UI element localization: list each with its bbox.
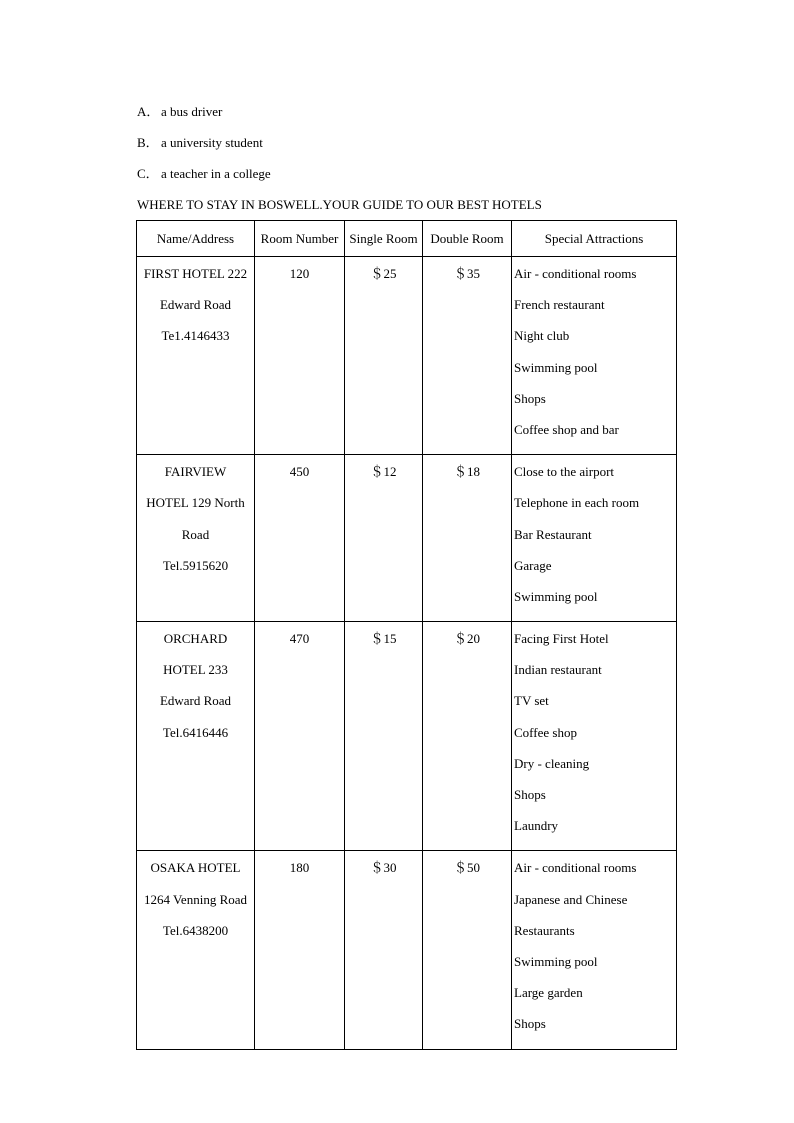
table-title: WHERE TO STAY IN BOSWELL.YOUR GUIDE TO OUR BEST HOTELS [137,197,542,212]
address-line: FIRST HOTEL 222 [143,266,248,281]
single-room-cell [345,622,423,851]
attraction-item: Night club [514,328,570,344]
address-line: FAIRVIEW [164,464,227,480]
attraction-item: Air - conditional rooms [514,860,637,876]
room-number-cell [255,851,345,1049]
option-text: a bus driver [161,104,223,119]
double-room-price: ＄20 [453,631,480,647]
attraction-item: Swimming pool [514,953,598,969]
answer-options [137,101,271,194]
room-number: 470 [289,631,310,647]
attractions-cell [512,257,677,455]
room-number: 120 [289,266,310,281]
header-name-address: Name/Address [137,221,255,257]
table-row [137,851,677,1049]
hotel-table [136,220,677,1050]
attraction-item: Laundry [514,818,559,834]
single-room-price: ＄15 [370,631,397,647]
single-room-cell [345,455,423,622]
attraction-item: Close to the airport [514,464,615,480]
attraction-item: French restaurant [514,297,605,313]
attraction-item: Shops [514,390,546,406]
room-number-cell [255,257,345,455]
double-room-price: ＄35 [453,266,480,281]
double-room-cell [423,622,512,851]
address-line: 1264 Venning Road [143,891,248,907]
address-line: HOTEL 233 [163,662,228,678]
attraction-item: Indian restaurant [514,662,602,678]
attraction-item: Coffee shop [514,724,577,740]
single-room-cell [345,851,423,1049]
attractions-cell [512,455,677,622]
attraction-item: TV set [514,693,549,709]
address-line: Edward Road [159,693,232,709]
address-line: HOTEL 129 North [146,495,245,511]
single-room-price: ＄30 [370,860,397,876]
address-line: Te1.4146433 [161,328,230,344]
table-row [137,622,677,851]
address-line: Tel.5915620 [162,557,229,573]
header-room-number: Room Number [255,221,345,257]
double-room-price: ＄18 [453,464,480,480]
single-room-cell [345,257,423,455]
name-address-cell [137,851,255,1049]
attraction-item: Dry - cleaning [514,755,590,771]
table-row [137,257,677,455]
name-address-cell [137,622,255,851]
header-double-room: Double Room [423,221,512,257]
address-line: Road [181,526,210,542]
header-special-attractions: Special Attractions [512,221,677,257]
attraction-item: Facing First Hotel [514,631,609,647]
attraction-item: Garage [514,557,552,573]
double-room-cell [423,257,512,455]
attraction-item: Swimming pool [514,359,598,375]
option-text: a teacher in a college [161,166,271,181]
room-number: 450 [289,464,310,480]
attractions-cell [512,851,677,1049]
attractions-cell [512,622,677,851]
double-room-price: ＄50 [453,860,480,876]
option-b [137,132,271,163]
double-room-cell [423,851,512,1049]
room-number-cell [255,622,345,851]
option-letter: C． [137,166,159,181]
address-line: ORCHARD [163,631,228,647]
table-row [137,455,677,622]
option-text: a university student [161,135,263,150]
attraction-item: Air - conditional rooms [514,266,637,281]
attraction-item: Restaurants [514,922,575,938]
double-room-cell [423,455,512,622]
option-letter: B． [137,135,159,150]
name-address-cell [137,455,255,622]
attraction-item: Shops [514,787,546,802]
address-line: OSAKA HOTEL [150,860,241,876]
name-address-cell [137,257,255,455]
address-line: Tel.6416446 [162,724,229,740]
address-line: Tel.6438200 [162,922,229,938]
attraction-item: Bar Restaurant [514,526,592,542]
header-row [137,221,677,257]
single-room-price: ＄12 [370,464,397,480]
attraction-item: Shops [514,1016,546,1032]
room-number: 180 [289,860,310,876]
single-room-price: ＄25 [370,266,397,281]
header-single-room: Single Room [345,221,423,257]
attraction-item: Japanese and Chinese [514,891,628,907]
option-letter: A． [137,104,160,119]
attraction-item: Telephone in each room [514,495,640,511]
attraction-item: Swimming pool [514,588,598,604]
room-number-cell [255,455,345,622]
attraction-item: Large garden [514,985,583,1001]
option-a [137,101,271,132]
attraction-item: Coffee shop and bar [514,421,619,437]
address-line: Edward Road [159,297,232,313]
option-c [137,163,271,194]
